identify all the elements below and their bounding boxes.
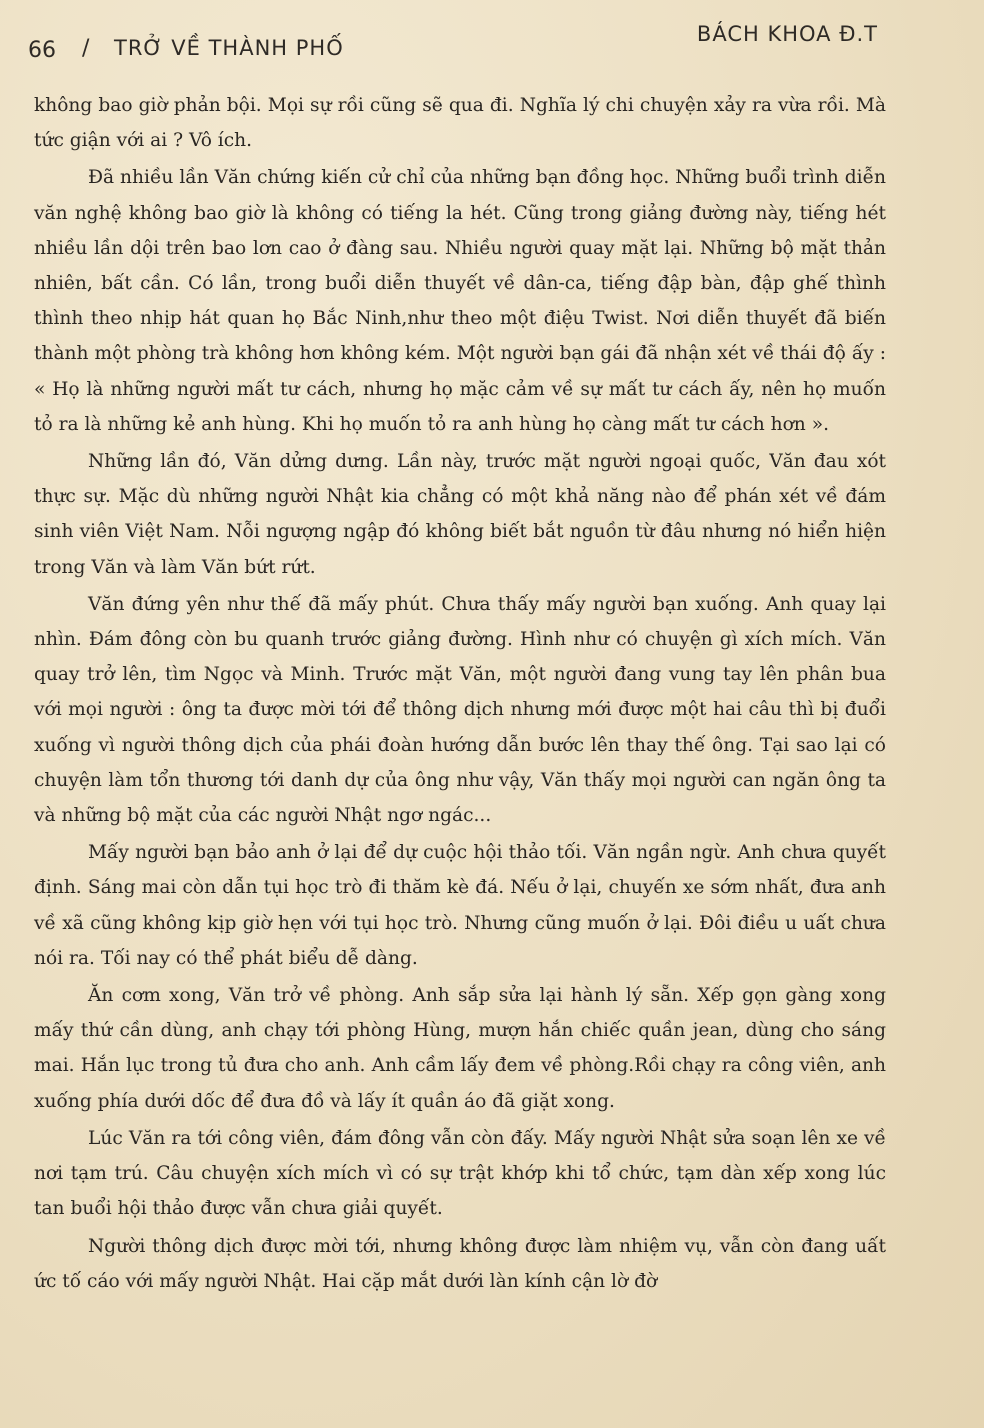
paragraph: Ăn cơm xong, Văn trở về phòng. Anh sắp sửa lại hành lý sẵn. Xếp gọn gàng xong mấy thứ cần dùng, anh chạy tới phòng Hùng, mượn hắn chiếc quần jean, dùng cho sáng mai. Hắn lục trong tủ đưa cho anh. Anh cầm lấy đem về phòng.Rồi chạy ra công viên, anh xuống phía dưới dốc để đưa đồ và lấy ít quần áo đã giặt xong. xyxy=(34,985,886,1112)
paragraph: Lúc Văn ra tới công viên, đám đông vẫn còn đấy. Mấy người Nhật sửa soạn lên xe về nơi tạm trú. Câu chuyện xích mích vì có sự trật khớp khi tổ chức, tạm dàn xếp xong lúc tan buổi hội thảo được vẫn chưa giải quyết. xyxy=(34,1127,886,1220)
paragraph: Đã nhiều lần Văn chứng kiến cử chỉ của những bạn đồng học. Những buổi trình diễn văn nghệ không bao giờ là không có tiếng la hét. Cũng trong giảng đường này, tiếng hét nhiều lần dội trên bao lơn cao ở đàng sau. Nhiều người quay mặt lại. Những bộ mặt thản nhiên, bất cần. Có lần, trong buổi diễn thuyết về dân-ca, tiếng đập bàn, đập ghế thình thình theo nhịp hát quan họ Bắc Ninh,như theo một điệu Twist. Nơi diễn thuyết đã biến thành một phòng trà không hơn không kém. Một người bạn gái đã nhận xét về thái độ ấy : « Họ là những người mất tư cách, nhưng họ mặc cảm về sự mất tư cách ấy, nên họ muốn tỏ ra là những kẻ anh hùng. Khi họ muốn tỏ ra anh hùng họ càng mất tư cách hơn ». xyxy=(34,167,886,435)
page-number: 66 xyxy=(28,38,56,63)
magazine-name: BÁCH KHOA Đ.T xyxy=(696,22,878,46)
header-separator: / xyxy=(82,36,90,61)
body-text xyxy=(34,88,886,1299)
chapter-title: TRỞ VỀ THÀNH PHỐ xyxy=(114,36,344,60)
paragraph: Mấy người bạn bảo anh ở lại để dự cuộc hội thảo tối. Văn ngần ngừ. Anh chưa quyết định. Sáng mai còn dẫn tụi học trò đi thăm kè đá. Nếu ở lại, chuyến xe sớm nhất, đưa anh về xã cũng không kịp giờ hẹn với tụi học trò. Nhưng cũng muốn ở lại. Đôi điều u uất chưa nói ra. Tối nay có thể phát biểu dễ dàng. xyxy=(34,842,886,969)
running-header xyxy=(28,22,878,62)
paragraph: Người thông dịch được mời tới, nhưng không được làm nhiệm vụ, vẫn còn đang uất ức tố cáo với mấy người Nhật. Hai cặp mắt dưới làn kính cận lờ đờ xyxy=(34,1235,886,1292)
paragraph: Những lần đó, Văn dửng dưng. Lần này, trước mặt người ngoại quốc, Văn đau xót thực sự. Mặc dù những người Nhật kia chẳng có một khả năng nào để phán xét về đám sinh viên Việt Nam. Nỗi ngượng ngập đó không biết bắt nguồn từ đâu nhưng nó hiển hiện trong Văn và làm Văn bứt rứt. xyxy=(34,451,886,578)
paragraph: Văn đứng yên như thế đã mấy phút. Chưa thấy mấy người bạn xuống. Anh quay lại nhìn. Đám đông còn bu quanh trước giảng đường. Hình như có chuyện gì xích mích. Văn quay trở lên, tìm Ngọc và Minh. Trước mặt Văn, một người đang vung tay lên phân bua với mọi người : ông ta được mời tới để thông dịch nhưng mới được một hai câu thì bị đuổi xuống vì người thông dịch của phái đoàn hướng dẫn bước lên thay thế ông. Tại sao lại có chuyện làm tổn thương tới danh dự của ông như vậy, Văn thấy mọi người can ngăn ông ta và những bộ mặt của các người Nhật ngơ ngác... xyxy=(34,593,886,827)
paragraph: không bao giờ phản bội. Mọi sự rồi cũng sẽ qua đi. Nghĩa lý chi chuyện xảy ra vừa rồi. Mà tức giận với ai ? Vô ích. xyxy=(34,95,886,152)
